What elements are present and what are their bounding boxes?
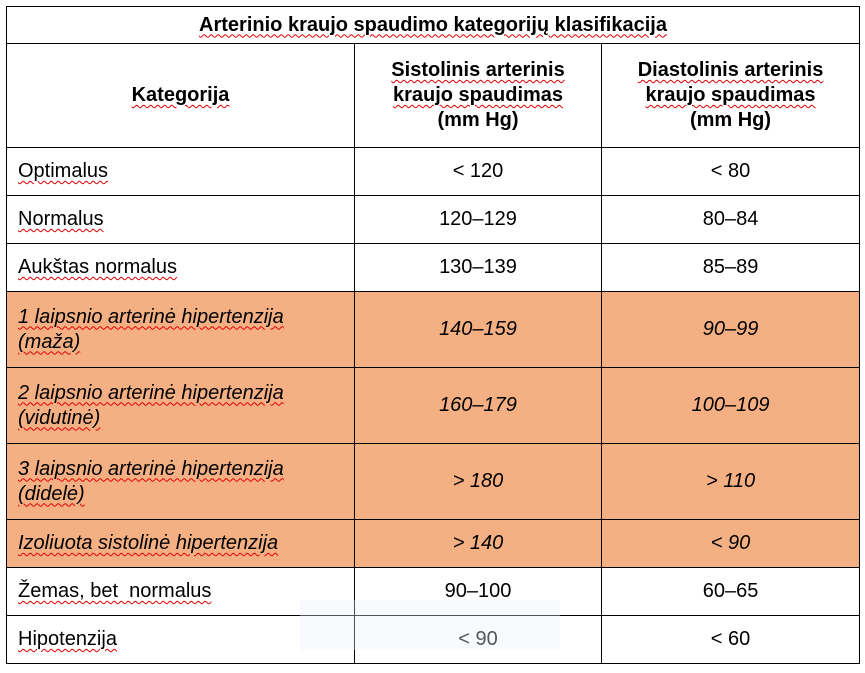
row-diastolic: 85–89 <box>602 244 860 292</box>
row-systolic: 130–139 <box>355 244 602 292</box>
row-category <box>7 368 355 444</box>
header-category <box>7 44 355 148</box>
header-category-text: Kategorija <box>131 84 230 106</box>
row-systolic: > 140 <box>355 520 602 568</box>
row-category <box>7 616 355 664</box>
row-systolic: 90–100 <box>355 568 602 616</box>
category-text: Izoliuota sistolinė hipertenzija <box>18 532 279 554</box>
table-row <box>7 196 860 244</box>
category-text: Optimalus <box>18 160 109 182</box>
bp-classification-table <box>6 6 860 664</box>
row-category <box>7 520 355 568</box>
table-row <box>7 616 860 664</box>
row-diastolic: 90–99 <box>602 292 860 368</box>
row-diastolic: < 80 <box>602 148 860 196</box>
row-systolic: 140–159 <box>355 292 602 368</box>
header-systolic-line-2: kraujo spaudimas <box>392 84 564 106</box>
row-category <box>7 292 355 368</box>
header-diastolic <box>602 44 860 148</box>
table-row <box>7 148 860 196</box>
row-category <box>7 196 355 244</box>
category-subtext: (maža) <box>18 330 81 353</box>
row-diastolic: > 110 <box>602 444 860 520</box>
category-subtext: (vidutinė) <box>18 406 101 429</box>
table-row <box>7 368 860 444</box>
table-row <box>7 568 860 616</box>
row-diastolic: 80–84 <box>602 196 860 244</box>
row-systolic: 120–129 <box>355 196 602 244</box>
row-category <box>7 444 355 520</box>
row-diastolic: 60–65 <box>602 568 860 616</box>
row-category <box>7 148 355 196</box>
header-systolic-line-1: Sistolinis arterinis <box>391 59 565 81</box>
row-systolic: < 120 <box>355 148 602 196</box>
table-row <box>7 292 860 368</box>
category-text: Hipotenzija <box>18 628 117 650</box>
header-diastolic-line-1: Diastolinis arterinis <box>637 59 824 81</box>
category-text: 1 laipsnio arterinė hipertenzija <box>18 305 284 328</box>
row-systolic: < 90 <box>355 616 602 664</box>
row-systolic: > 180 <box>355 444 602 520</box>
row-diastolic: 100–109 <box>602 368 860 444</box>
table-title <box>7 7 860 44</box>
category-text: Žemas, bet normalus <box>18 580 212 602</box>
table-row <box>7 444 860 520</box>
category-text: Normalus <box>18 208 104 230</box>
row-category <box>7 244 355 292</box>
header-diastolic-line-2: kraujo spaudimas <box>645 84 816 106</box>
header-systolic-unit: (mm Hg) <box>437 109 519 131</box>
row-diastolic: < 90 <box>602 520 860 568</box>
category-text: Aukštas normalus <box>18 256 177 278</box>
table-row <box>7 244 860 292</box>
header-systolic <box>355 44 602 148</box>
header-diastolic-unit: (mm Hg) <box>689 109 772 131</box>
table-row <box>7 520 860 568</box>
row-category <box>7 568 355 616</box>
row-systolic: 160–179 <box>355 368 602 444</box>
category-subtext: (didelė) <box>18 482 85 505</box>
table-title-text: Arterinio kraujo spaudimo kategorijų klasifikacija <box>199 13 667 36</box>
category-text: 2 laipsnio arterinė hipertenzija <box>18 381 284 404</box>
category-text: 3 laipsnio arterinė hipertenzija <box>18 457 284 480</box>
row-diastolic: < 60 <box>602 616 860 664</box>
